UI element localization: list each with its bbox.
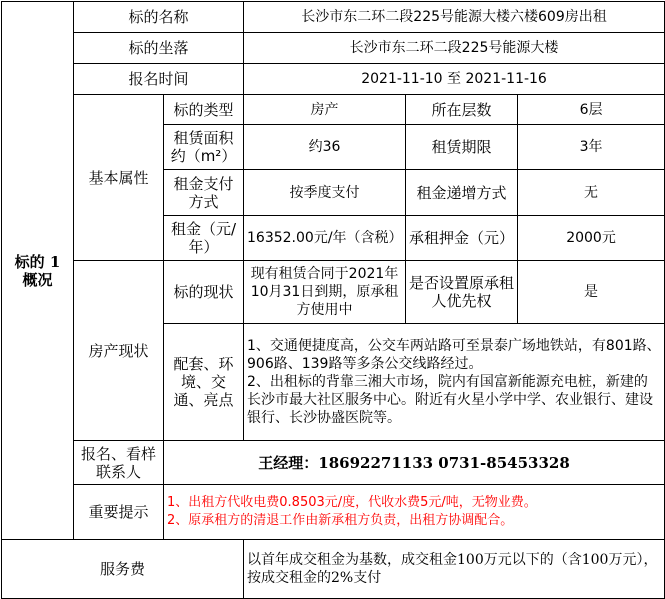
- service-fee-value: 以首年成交租金为基数，成交租金100万元以下的（含100万元），按成交租金的2%支付: [244, 540, 665, 599]
- note-item-2: 2、原承租方的清退工作由新承租方负责，出租方协调配合。: [167, 513, 514, 528]
- increase-value: 无: [518, 170, 665, 216]
- basic-attributes-label: 基本属性: [74, 95, 164, 261]
- signup-time-value: 2021-11-10 至 2021-11-16: [244, 64, 665, 95]
- name-value: 长沙市东二环二段225号能源大楼六楼609房出租: [244, 2, 665, 33]
- priority-label: 是否设置原承租人优先权: [406, 261, 518, 324]
- location-label: 标的坐落: [74, 33, 244, 64]
- facilities-item-2: 2、出租标的背靠三湘大市场，院内有国富新能源充电桩，新建的长沙市最大社区服务中心。附近有火星小学中学、农业银行、建设银行、长沙协盛医院等。: [247, 374, 654, 426]
- facilities-value: [244, 324, 665, 441]
- facilities-item-1: 1、交通便捷度高，公交车两站路可至景泰广场地铁站，有801路、906路、139路等多条公交线路经过。: [247, 338, 661, 372]
- note-item-1: 1、出租方代收电费0.8503元/度，代收水费5元/吨，无物业费。: [167, 495, 537, 510]
- notes-label: 重要提示: [74, 485, 164, 540]
- location-value: 长沙市东二环二段225号能源大楼: [244, 33, 665, 64]
- section-label: 标的 1 概况: [2, 2, 74, 540]
- contact-label: 报名、看样联系人: [74, 441, 164, 485]
- term-value: 3年: [518, 125, 665, 170]
- signup-time-label: 报名时间: [74, 64, 244, 95]
- priority-value: 是: [518, 261, 665, 324]
- payment-value: 按季度支付: [244, 170, 406, 216]
- rent-label: 租金（元/年）: [164, 216, 244, 261]
- notes-value: [164, 485, 665, 540]
- type-value: 房产: [244, 95, 406, 125]
- deposit-value: 2000元: [518, 216, 665, 261]
- property-status-label: 房产现状: [74, 261, 164, 441]
- status-value: 现有租赁合同于2021年10月31日到期，原承租方使用中: [244, 261, 406, 324]
- contact-value: 王经理：18692271133 0731-85453328: [164, 441, 665, 485]
- area-value: 约36: [244, 125, 406, 170]
- name-label: 标的名称: [74, 2, 244, 33]
- facilities-label: 配套、环境、交通、亮点: [164, 324, 244, 441]
- term-label: 租赁期限: [406, 125, 518, 170]
- floor-value: 6层: [518, 95, 665, 125]
- rent-value: 16352.00元/年（含税）: [244, 216, 406, 261]
- type-label: 标的类型: [164, 95, 244, 125]
- deposit-label: 承租押金（元）: [406, 216, 518, 261]
- service-fee-label: 服务费: [2, 540, 244, 599]
- payment-label: 租金支付方式: [164, 170, 244, 216]
- area-label: 租赁面积约（m²）: [164, 125, 244, 170]
- listing-table: [1, 1, 665, 599]
- status-label: 标的现状: [164, 261, 244, 324]
- increase-label: 租金递增方式: [406, 170, 518, 216]
- floor-label: 所在层数: [406, 95, 518, 125]
